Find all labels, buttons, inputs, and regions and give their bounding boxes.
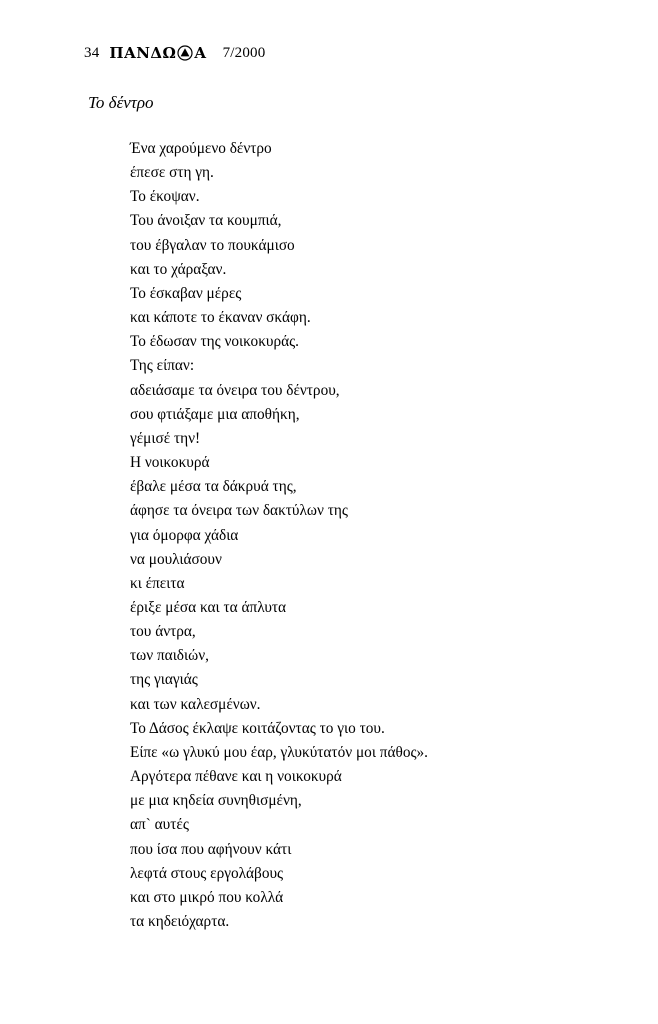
poem-line: που ίσα που αφήνουν κάτι: [130, 840, 292, 858]
issue-number: 7/2000: [222, 44, 266, 61]
poem-line: και στο μικρό που κολλά: [130, 888, 284, 906]
triangle-in-circle-logo-icon: [177, 45, 193, 61]
poem-line: κι έπειτα: [130, 574, 185, 592]
masthead-right-text: Α: [194, 44, 207, 62]
poem-line: άφησε τα όνειρα των δακτύλων της: [130, 502, 348, 520]
poem-line: σου φτιάξαμε μια αποθήκη,: [130, 405, 300, 423]
poem-line: Το Δάσος έκλαψε κοιτάζοντας το γιο του.: [130, 719, 385, 737]
poem-line: και των καλεσμένων.: [130, 695, 261, 713]
poem-line: Της είπαν:: [130, 357, 195, 375]
poem-line: της γιαγιάς: [130, 671, 198, 689]
poem-line: των παιδιών,: [130, 647, 209, 665]
poem-line: Το έσκαβαν μέρες: [130, 284, 242, 302]
poem-line: Αργότερα πέθανε και η νοικοκυρά: [130, 768, 342, 786]
poem-line: του έβγαλαν το πουκάμισο: [130, 236, 295, 254]
poem-line: να μουλιάσουν: [130, 550, 222, 568]
page-header: [84, 44, 265, 62]
poem-line: Το έκοψαν.: [130, 188, 200, 206]
poem-line: του άντρα,: [130, 623, 196, 641]
poem-line: τα κηδειόχαρτα.: [130, 913, 230, 930]
poem-line: λεφτά στους εργολάβους: [130, 864, 284, 882]
poem-line: με μια κηδεία συνηθισμένη,: [130, 792, 302, 810]
poem-line: αδειάσαμε τα όνειρα του δέντρου,: [130, 381, 340, 399]
poem-title: Το δέντρο: [88, 93, 154, 112]
poem-line: απ` αυτές: [130, 816, 189, 834]
masthead-left-text: ΠΑΝΔΩ: [109, 44, 177, 62]
poem-line: Του άνοιξαν τα κουμπιά,: [130, 212, 282, 230]
poem-line: και το χάραξαν.: [130, 260, 227, 278]
poem-line: Η νοικοκυρά: [130, 454, 210, 472]
poem-line: έβαλε μέσα τα δάκρυά της,: [130, 478, 297, 496]
poem-line: Το έδωσαν της νοικοκυράς.: [130, 333, 300, 351]
poem-line: έπεσε στη γη.: [130, 164, 214, 182]
poem-line: έριξε μέσα και τα άπλυτα: [130, 598, 287, 616]
masthead: [109, 44, 206, 62]
poem-line: για όμορφα χάδια: [130, 526, 239, 544]
poem-line: Ένα χαρούμενο δέντρο: [130, 140, 272, 157]
poem-body: [130, 137, 610, 934]
poem-line: Είπε «ω γλυκύ μου έαρ, γλυκύτατόν μοι πάθος».: [130, 743, 429, 761]
page-number: 34: [84, 44, 100, 61]
poem-line: και κάποτε το έκαναν σκάφη.: [130, 309, 311, 327]
poem-line: γέμισέ την!: [130, 429, 201, 447]
